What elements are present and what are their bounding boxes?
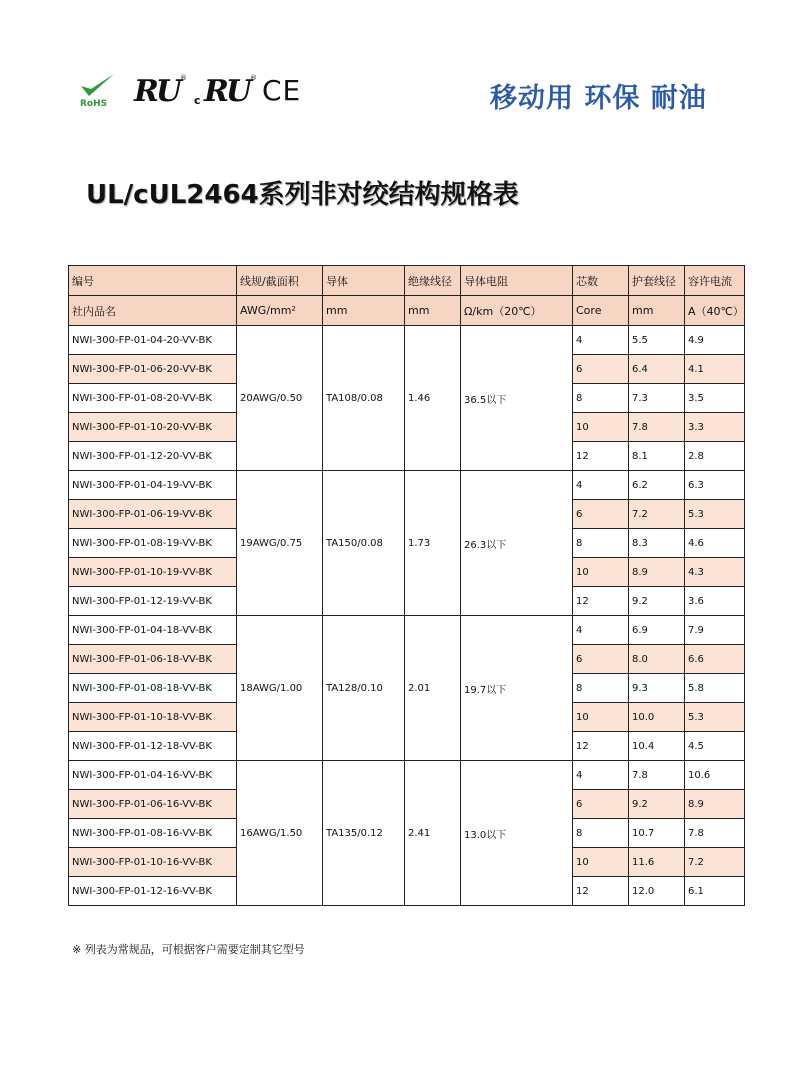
- insulation-cell: 2.41: [405, 761, 461, 906]
- header-cell: 线规/截面积: [237, 266, 323, 296]
- ce-mark-icon: CE: [262, 74, 302, 107]
- jacket-cell: 11.6: [629, 848, 685, 877]
- jacket-cell: 9.3: [629, 674, 685, 703]
- part-number-cell: NWI-300-FP-01-10-16-VV-BK: [69, 848, 237, 877]
- part-number-cell: NWI-300-FP-01-04-18-VV-BK: [69, 616, 237, 645]
- jacket-cell: 7.3: [629, 384, 685, 413]
- rohs-checkmark-icon: [78, 72, 118, 112]
- current-cell: 6.3: [685, 471, 745, 500]
- current-cell: 7.9: [685, 616, 745, 645]
- jacket-cell: 10.7: [629, 819, 685, 848]
- current-cell: 7.8: [685, 819, 745, 848]
- core-cell: 12: [573, 587, 629, 616]
- jacket-cell: 8.1: [629, 442, 685, 471]
- core-cell: 8: [573, 529, 629, 558]
- current-cell: 4.6: [685, 529, 745, 558]
- jacket-cell: 6.9: [629, 616, 685, 645]
- table-row: [69, 616, 745, 645]
- current-cell: 7.2: [685, 848, 745, 877]
- part-number-cell: NWI-300-FP-01-10-19-VV-BK: [69, 558, 237, 587]
- footnote: ※ 列表为常规品，可根据客户需要定制其它型号: [72, 943, 305, 956]
- gauge-cell: 18AWG/1.00: [237, 616, 323, 761]
- table-row: [69, 471, 745, 500]
- core-cell: 6: [573, 645, 629, 674]
- part-number-cell: NWI-300-FP-01-04-16-VV-BK: [69, 761, 237, 790]
- jacket-cell: 8.3: [629, 529, 685, 558]
- part-number-cell: NWI-300-FP-01-06-18-VV-BK: [69, 645, 237, 674]
- current-cell: 4.1: [685, 355, 745, 384]
- jacket-cell: 9.2: [629, 790, 685, 819]
- registered-mark: ®: [180, 74, 187, 82]
- page-title: UL/cUL2464系列非对绞结构规格表: [86, 180, 519, 210]
- core-cell: 12: [573, 877, 629, 906]
- resistance-cell: 13.0以下: [461, 761, 573, 906]
- part-number-cell: NWI-300-FP-01-08-19-VV-BK: [69, 529, 237, 558]
- part-number-cell: NWI-300-FP-01-10-18-VV-BK: [69, 703, 237, 732]
- jacket-cell: 9.2: [629, 587, 685, 616]
- table-row: [69, 761, 745, 790]
- cul-mark-icon: RU: [204, 74, 250, 109]
- core-cell: 6: [573, 790, 629, 819]
- core-cell: 4: [573, 616, 629, 645]
- core-cell: 6: [573, 355, 629, 384]
- rohs-label: RoHS: [80, 99, 108, 109]
- core-cell: 10: [573, 703, 629, 732]
- jacket-cell: 8.0: [629, 645, 685, 674]
- conductor-cell: TA135/0.12: [323, 761, 405, 906]
- current-cell: 5.8: [685, 674, 745, 703]
- current-cell: 4.9: [685, 326, 745, 355]
- resistance-cell: 26.3以下: [461, 471, 573, 616]
- core-cell: 8: [573, 384, 629, 413]
- table-row: [69, 326, 745, 355]
- core-cell: 10: [573, 558, 629, 587]
- part-number-cell: NWI-300-FP-01-12-20-VV-BK: [69, 442, 237, 471]
- core-cell: 4: [573, 326, 629, 355]
- core-cell: 10: [573, 413, 629, 442]
- gauge-cell: 19AWG/0.75: [237, 471, 323, 616]
- part-number-cell: NWI-300-FP-01-10-20-VV-BK: [69, 413, 237, 442]
- current-cell: 4.5: [685, 732, 745, 761]
- header-cell: 芯数: [573, 266, 629, 296]
- part-number-cell: NWI-300-FP-01-08-16-VV-BK: [69, 819, 237, 848]
- header-cell: 绝缘线径: [405, 266, 461, 296]
- part-number-cell: NWI-300-FP-01-06-19-VV-BK: [69, 500, 237, 529]
- ul-mark-icon: RU: [134, 74, 180, 109]
- current-cell: 6.1: [685, 877, 745, 906]
- core-cell: 10: [573, 848, 629, 877]
- current-cell: 5.3: [685, 703, 745, 732]
- part-number-cell: NWI-300-FP-01-04-20-VV-BK: [69, 326, 237, 355]
- part-number-cell: NWI-300-FP-01-12-18-VV-BK: [69, 732, 237, 761]
- core-cell: 6: [573, 500, 629, 529]
- current-cell: 3.3: [685, 413, 745, 442]
- certification-logos: [78, 72, 318, 116]
- header-cell: Core: [573, 296, 629, 326]
- registered-mark-2: ®: [250, 74, 257, 82]
- part-number-cell: NWI-300-FP-01-06-16-VV-BK: [69, 790, 237, 819]
- jacket-cell: 10.0: [629, 703, 685, 732]
- slogan: 移动用 环保 耐油: [490, 83, 707, 114]
- header-cell: mm: [405, 296, 461, 326]
- jacket-cell: 10.4: [629, 732, 685, 761]
- header-cell: 社内品名: [69, 296, 237, 326]
- insulation-cell: 2.01: [405, 616, 461, 761]
- current-cell: 4.3: [685, 558, 745, 587]
- core-cell: 8: [573, 674, 629, 703]
- insulation-cell: 1.73: [405, 471, 461, 616]
- current-cell: 10.6: [685, 761, 745, 790]
- part-number-cell: NWI-300-FP-01-06-20-VV-BK: [69, 355, 237, 384]
- resistance-cell: 36.5以下: [461, 326, 573, 471]
- current-cell: 3.5: [685, 384, 745, 413]
- jacket-cell: 7.2: [629, 500, 685, 529]
- jacket-cell: 6.4: [629, 355, 685, 384]
- header-cell: 编号: [69, 266, 237, 296]
- header-cell: 护套线径: [629, 266, 685, 296]
- part-number-cell: NWI-300-FP-01-08-20-VV-BK: [69, 384, 237, 413]
- resistance-cell: 19.7以下: [461, 616, 573, 761]
- insulation-cell: 1.46: [405, 326, 461, 471]
- gauge-cell: 16AWG/1.50: [237, 761, 323, 906]
- jacket-cell: 6.2: [629, 471, 685, 500]
- conductor-cell: TA108/0.08: [323, 326, 405, 471]
- spec-table: [68, 265, 745, 906]
- header-cell: 导体: [323, 266, 405, 296]
- jacket-cell: 7.8: [629, 413, 685, 442]
- current-cell: 2.8: [685, 442, 745, 471]
- core-cell: 4: [573, 761, 629, 790]
- core-cell: 12: [573, 442, 629, 471]
- current-cell: 3.6: [685, 587, 745, 616]
- core-cell: 4: [573, 471, 629, 500]
- header-cell: AWG/mm²: [237, 296, 323, 326]
- header-cell: mm: [629, 296, 685, 326]
- conductor-cell: TA150/0.08: [323, 471, 405, 616]
- header-cell: Ω/km（20℃）: [461, 296, 573, 326]
- current-cell: 8.9: [685, 790, 745, 819]
- jacket-cell: 8.9: [629, 558, 685, 587]
- conductor-cell: TA128/0.10: [323, 616, 405, 761]
- jacket-cell: 5.5: [629, 326, 685, 355]
- jacket-cell: 7.8: [629, 761, 685, 790]
- header-cell: mm: [323, 296, 405, 326]
- header-row-1: [69, 266, 745, 296]
- header-cell: 容许电流: [685, 266, 745, 296]
- part-number-cell: NWI-300-FP-01-12-19-VV-BK: [69, 587, 237, 616]
- gauge-cell: 20AWG/0.50: [237, 326, 323, 471]
- part-number-cell: NWI-300-FP-01-08-18-VV-BK: [69, 674, 237, 703]
- current-cell: 5.3: [685, 500, 745, 529]
- header-row-2: [69, 296, 745, 326]
- part-number-cell: NWI-300-FP-01-12-16-VV-BK: [69, 877, 237, 906]
- header-cell: A（40℃）: [685, 296, 745, 326]
- core-cell: 12: [573, 732, 629, 761]
- header-cell: 导体电阻: [461, 266, 573, 296]
- core-cell: 8: [573, 819, 629, 848]
- part-number-cell: NWI-300-FP-01-04-19-VV-BK: [69, 471, 237, 500]
- jacket-cell: 12.0: [629, 877, 685, 906]
- cul-prefix: c: [194, 94, 201, 107]
- current-cell: 6.6: [685, 645, 745, 674]
